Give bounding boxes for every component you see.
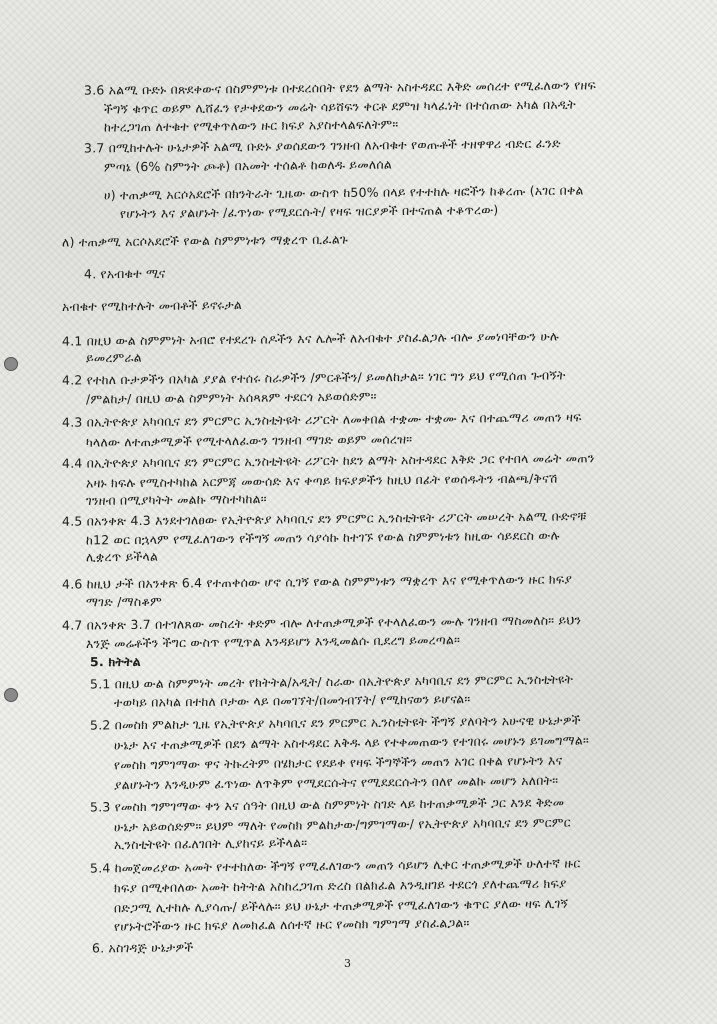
section-heading: 6. አስገዳጅ ሁኔታዎች: [91, 939, 194, 956]
text-line: የመስክ ግምገማው ዋና ትኩረትም በሄክታር የደይቀ የዛፍ ችግኞችን መጠን አገር በቀል የሆኑትን እና: [113, 752, 563, 773]
text-line: ማገድ /ማስቆም: [85, 593, 163, 610]
text-line: ኢንስቲትዩት በፈለገበት ሊያከናይ ይችላል።: [113, 834, 308, 853]
text-line: 4.2 የተከለ ቡታዎችን በአካል ያያል የተሰሩ ስራዎችን /ምርቶችን/ ይመለከታል። ነገር ግን ይህ የሚሰጠ ጉብኝት: [61, 367, 566, 388]
text-line: 3.7 በሚከተሉት ሁኔታዎች አልሚ ቡድኑ ያወሰደውን ገንዘብ ለአብቁተ የወጡቶች ተዘዋዋሪ ብድር ፈንድ: [83, 135, 561, 156]
text-line: 5.4 ከመጀመሪያው አመት የተተከለው ችግኝ የሚፈለገውን መጠን ሳይሆን ሊቀር ተጠቃሚዎች ሁለተኛ ዙር: [89, 855, 581, 876]
text-line: ለ) ተጠቃሚ አርሶአደሮች የውል ስምምነቱን ማቋረጥ ቢፈልጉ: [61, 231, 349, 250]
text-line: 5.1 በዚህ ውል ስምምነት መረት የክትትል/አዲት/ ስራው በኢትዮጵያ አካባቢና ደን ምርምር ኢንስቲትዩት: [89, 671, 574, 692]
text-line: ችግኝ ቁጥር ወይም ሊሸፈን የታቀደውን መሬት ሳይሸፍን ቀርቶ ደምዝ ካላፈነት በተሰጠው አካል በአዲት: [103, 96, 576, 117]
punch-hole-bottom: [4, 688, 18, 702]
text-line: /ምልከታ/ በዚህ ውል ስምምነት አሰጻጸም ተደርጎ አይወሰድም።: [85, 388, 377, 407]
text-line: ያልሆኑትን እንዲሁም ፈጥነው ለጥቅም የሚደርሱትና የሚደደርሱትን በለየ መልኩ መሆን አለበት።: [113, 772, 559, 793]
section-heading: 5. ክትትል: [89, 653, 141, 670]
text-line: 3.6 አልሚ ቡድኑ በጽደቀውና በስምምነቱ በተደረሰበት የደን ልማት አስተዳደር እቅድ መሰረተ የሚፈለውን የዘፍ: [83, 77, 596, 98]
punch-hole-top: [4, 357, 18, 371]
text-line: ተወካይ በአካል በተከለ ቦታው ላይ በመገኘት/በመጎብኘት/ የሚከናወን ይሆናል።: [113, 691, 471, 710]
text-line: ካላለው ለተጠቃሚዎች የሚተላለፈውን ገንዘብ ማገድ ወይም መሰረዝ።: [85, 431, 413, 450]
text-line: አብቁተ የሚከተሉት መብቶች ይኖሩታል: [61, 297, 243, 314]
text-line: 4.1 በዚህ ውል ስምምነት አብሮ የተደረጉ ሰዶችን እና ሌሎች ለአብቁተ ያስፈልጋሉ ብሎ ያመነባቸውን ሁሉ: [61, 328, 560, 349]
page-number: 3: [344, 957, 351, 970]
text-line: 4.5 በአንቀጽ 4.3 እንደተገለፀው የኢትዮጵያ አካባቢና ደን ምርምር ኢንስቲትዩት ሪፖርት መሠረት አልሚ ቡድኖቹ: [61, 508, 587, 529]
text-line: ክፍያ በሚቀበለው አመት ከትትል አስከረጋገጠ ድረስ በልክፈል እንዲዘገይ ተደርጎ ያለተጨማሪ ክፍያ: [113, 875, 567, 896]
text-line: 4.7 በአንቀጽ 3.7 በተገለጸው መስረት ቀድም ብሎ ለተጠቃሚዎች የተላለፈውን ሙሉ ገንዘብ ማስመለስ። ይህን: [61, 612, 582, 633]
text-line: የሆኑትሮችውን ዙር ክፍያ ለመክፈል ለሰተኛ ዙር የመስክ ግምገማ ያስፈልጋል።: [113, 915, 470, 934]
text-line: 5.2 በመስክ ምልከታ ጊዜ የኢትዮጵያ አካባቢና ደን ምርምር ኢንስቲትዩት ችግኝ ያለባትን አሁናዊ ሁኔታዎች: [89, 712, 581, 733]
text-line: ሊቋረጥ ይችላል: [85, 548, 159, 565]
text-line: 4.3 በኢትዮጵያ አካባቢና ደን ምርምር ኢንስቲትዩት ሪፖርት ለመቀበል ተቋሙ ተቋሙ እና በተጨማሪ መጠን ዛፍ: [61, 409, 582, 430]
text-line: ሁኔታ አይወሰድም። ይህም ማለት የመስክ ምልከታው/ግምገማው/ የኢትዮጵያ አካባቢና ደን ምርምር: [113, 814, 571, 835]
text-line: 4.4 በኢትዮጵያ አካባቢና ደን ምርምር ኢንስቲትዩት ሪፖርት ከደን ልማት አስተዳደር እቅድ ጋር የተበላ መሬት መጠን: [61, 450, 595, 471]
text-line: ከ12 ወር በኋላም የሚፈለገውን የችግኝ መጠን ሳያሳኩ ከተገኙ የውል ስምምነቱን ከዚው ሳይደርስ ውሉ: [85, 527, 560, 548]
text-line: ገንዘብ በሚያካትት መልኩ ማስተካከል።: [85, 491, 267, 508]
text-line: ሁኔታ እና ተጠቃሚዎች በደን ልማት አስተዳደር እቅዱ ላይ የተቀመጠውን የተገበሩ መሆኑን ይገመግማል።: [113, 732, 590, 753]
text-line: 5.3 የመስክ ግምገማው ቀን እና ሰዓት በዚህ ውል ስምምነት ስገድ ላይ ከተጠቃሚዎች ጋር እንደ ቅድመ: [89, 794, 565, 815]
text-line: የሆኑትን እና ያልሆኑት /ፈጥነው የሚደርሱት/ የዛፍ ዝርያዎች በተናጠል ተቆጥረው): [119, 202, 499, 221]
text-line: አዛኑ ክፍሉ የሚስተካከል አርምጃ መውሰድ እና ቀጣይ ክፍያዎችን ከዚህ በፊት የወሰዱትን ብልጫ/ቅናሽ: [85, 470, 558, 491]
text-line: በድጋሚ ሊተከሉ ሊያሳጡ/ ይችላሉ። ይህ ሁኔታ ተጠቃሚዎች የሚፈለገውን ቁጥር ያለው ዛፍ ሊገኝ: [113, 895, 569, 916]
section-heading: 4. የአብቁተ ሚና: [83, 265, 166, 282]
text-line: ይመረምራል: [85, 349, 142, 366]
text-line: 4.6 ከዚህ ታች በአንቀጽ 6.4 የተጠቀሰው ሆኖ ሲገኝ የውል ስምምነቱን ማቋረጥ እና የሚቀጥለውን ዙር ክፍያ: [61, 571, 573, 592]
text-line: ከተረጋገጠ ለተቁተ የሚቀጥለውን ዙር ክፍያ አያስተላልፍለትም።: [103, 116, 399, 135]
text-line: ሀ) ተጠቃሚ አርሶአደሮች በክንትራት ጊዜው ውስጥ ከ50% በላይ የተተከሉ ዛፎችን ከቆረጡ (አገር በቀል: [103, 182, 584, 203]
text-line: ምጣኔ (6% ስምንት ጮቶ) በአመት ተሰልቶ ከወለዱ ይመለሰል: [103, 156, 393, 175]
text-line: እንጅ መሬቶችን ችግር ውስጥ የሚጥል እንዳይሆን እንዲመልሱ ቢደረግ ይመረጣል።: [85, 632, 461, 651]
